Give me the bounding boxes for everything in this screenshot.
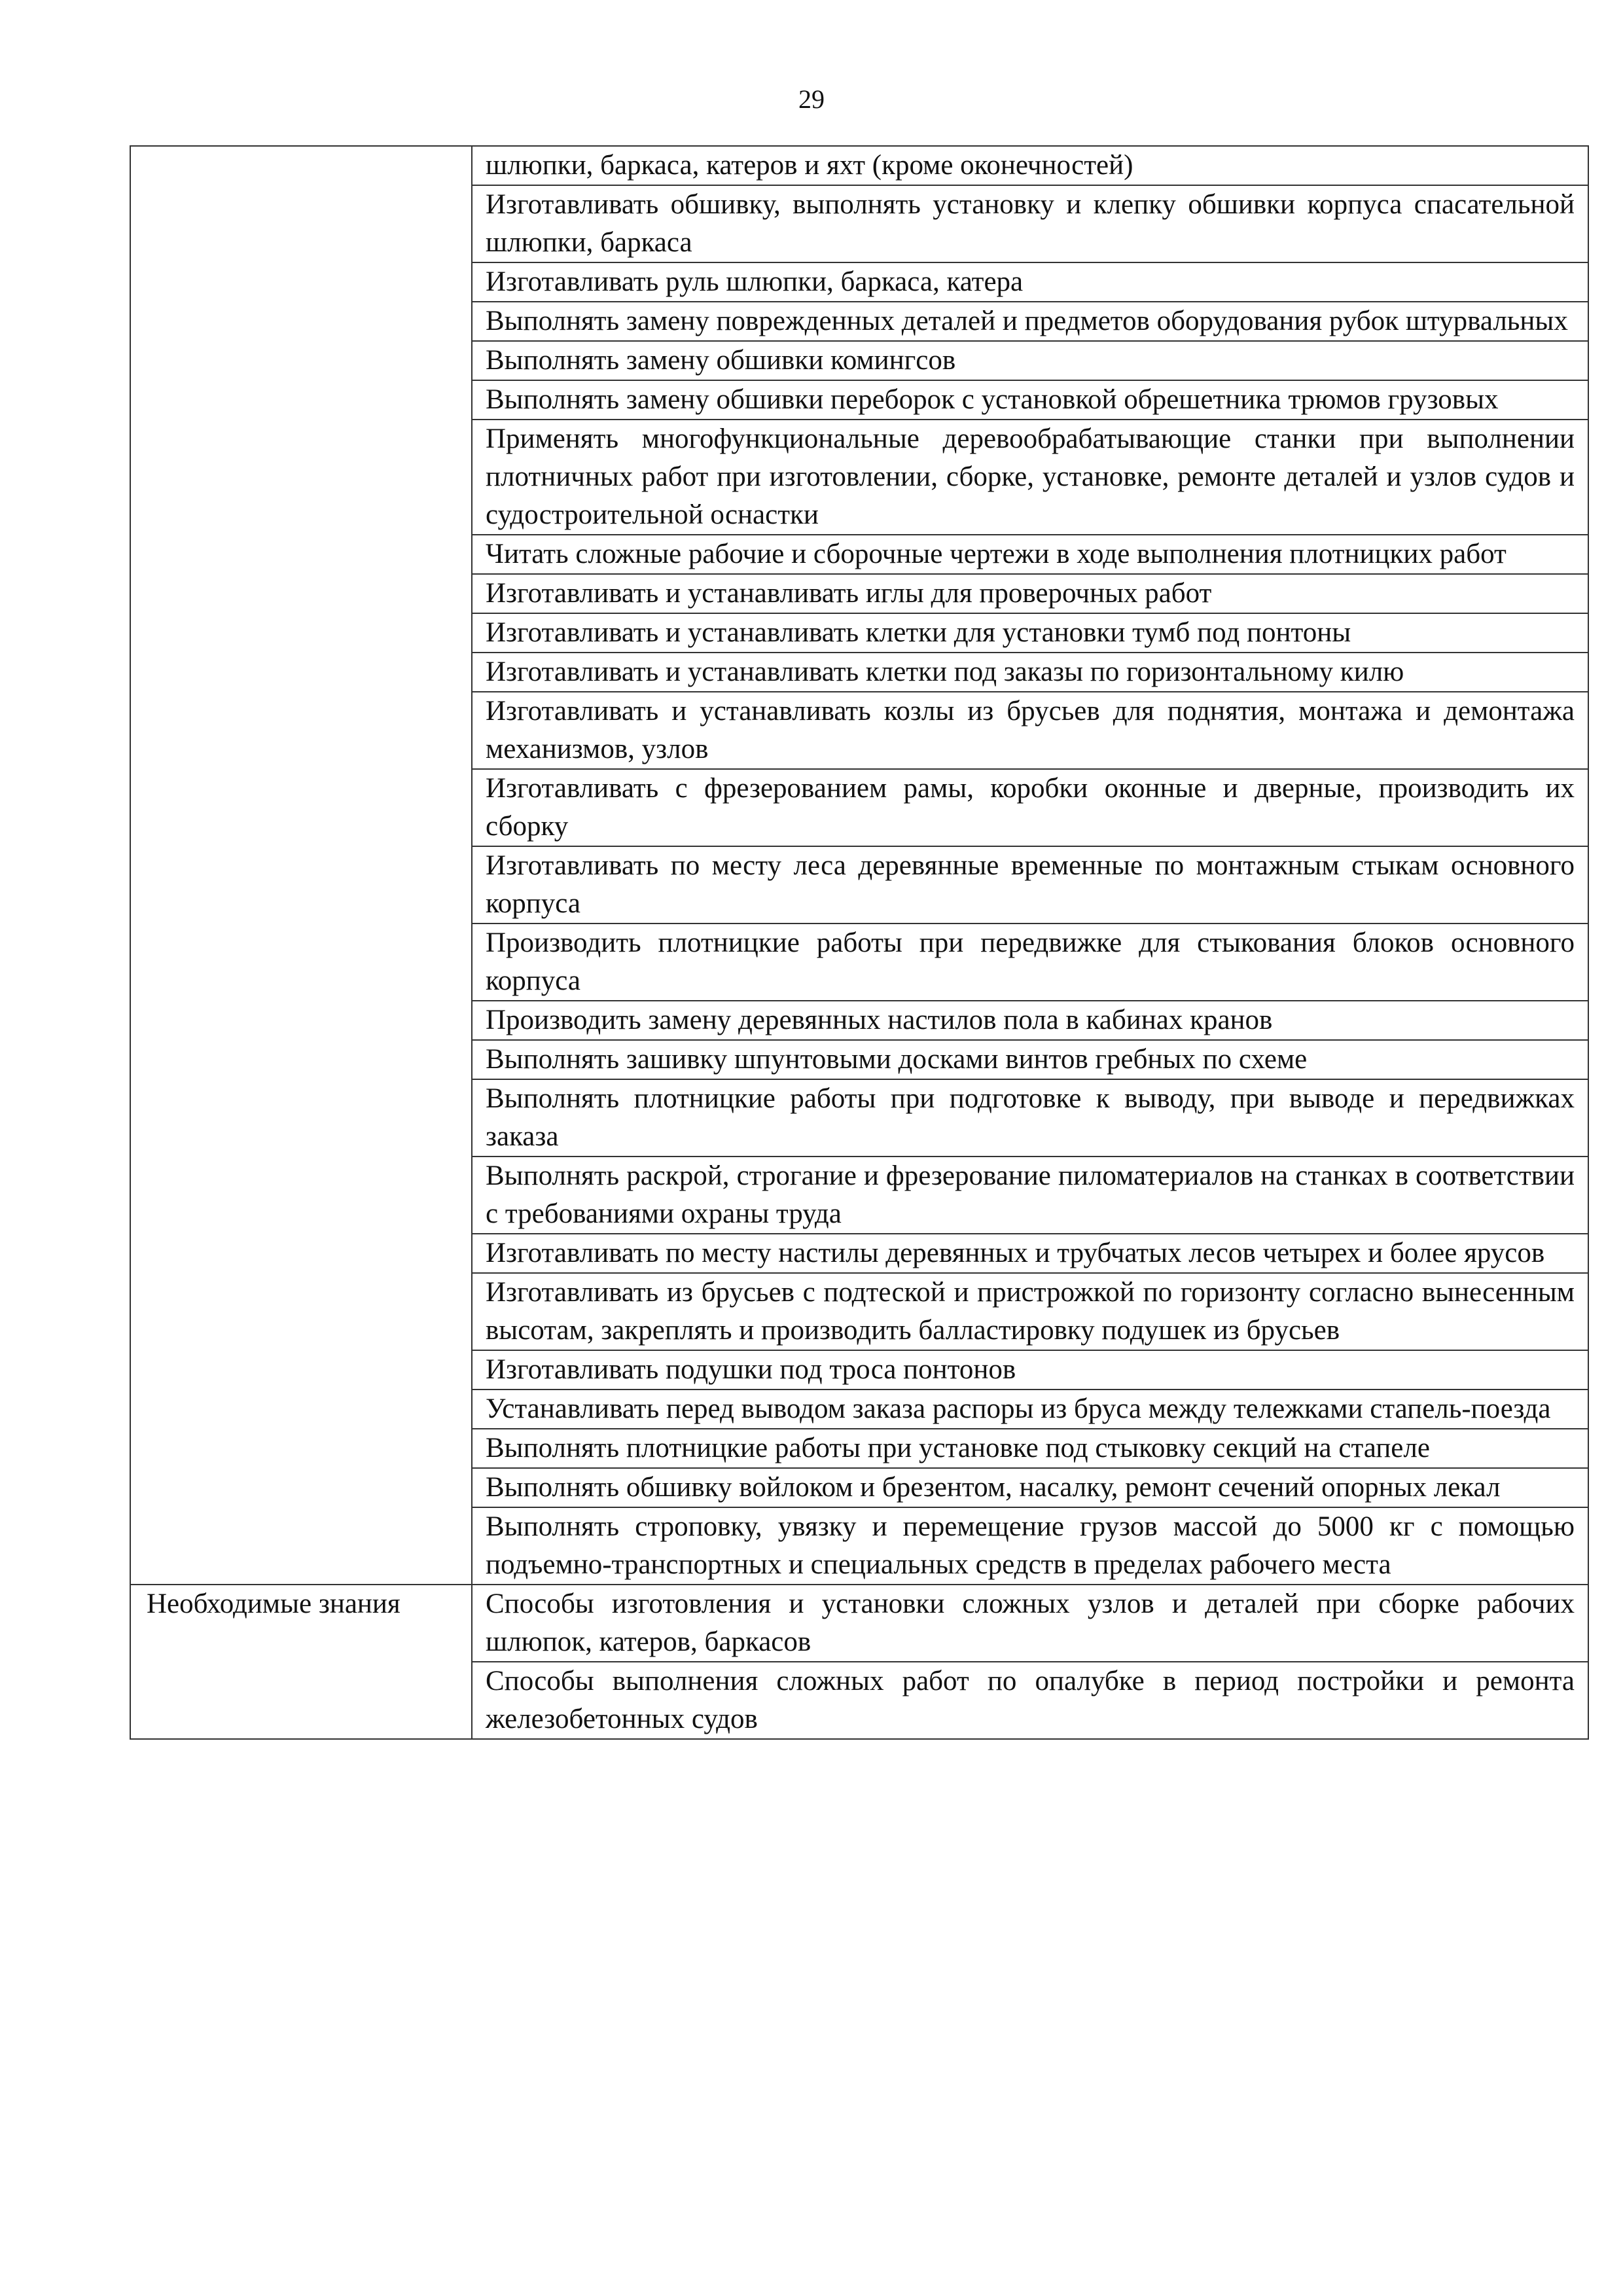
table-item-text: Изготавливать и устанавливать иглы для проверочных работ — [472, 574, 1588, 613]
requirements-table-body — [130, 146, 1588, 1739]
table-item-text: Способы выполнения сложных работ по опалубке в период постройки и ремонта железобетонных судов — [472, 1662, 1588, 1739]
table-item-text: Изготавливать подушки под троса понтонов — [472, 1350, 1588, 1390]
table-item-text: Способы изготовления и установки сложных узлов и деталей при сборке рабочих шлюпок, катеров, баркасов — [472, 1585, 1588, 1662]
table-item-text: Выполнять плотницкие работы при подготовке к выводу, при выводе и передвижках заказа — [472, 1079, 1588, 1157]
table-item-text: Производить замену деревянных настилов пола в кабинах кранов — [472, 1001, 1588, 1040]
table-item-text: Изготавливать по месту леса деревянные временные по монтажным стыкам основного корпуса — [472, 846, 1588, 924]
table-item-text: Устанавливать перед выводом заказа распоры из бруса между тележками стапель-поезда — [472, 1390, 1588, 1429]
table-item-text: Читать сложные рабочие и сборочные чертежи в ходе выполнения плотницких работ — [472, 535, 1588, 574]
table-item-text: Выполнять строповку, увязку и перемещение грузов массой до 5000 кг с помощью подъемно-транспортных и специальных средств в пределах рабочего места — [472, 1507, 1588, 1585]
table-item-text: Применять многофункциональные деревообрабатывающие станки при выполнении плотничных работ при изготовлении, сборке, установке, ремонте деталей и узлов судов и судостроительной оснастки — [472, 420, 1588, 535]
table-item-text: Изготавливать и устанавливать клетки под заказы по горизонтальному килю — [472, 653, 1588, 692]
table-row — [130, 1585, 1588, 1662]
table-item-text: Выполнять замену обшивки комингсов — [472, 341, 1588, 380]
table-item-text: Выполнять раскрой, строгание и фрезерование пиломатериалов на станках в соответствии с требованиями охраны труда — [472, 1157, 1588, 1234]
table-item-text: Выполнять зашивку шпунтовыми досками винтов гребных по схеме — [472, 1040, 1588, 1079]
page-number: 29 — [798, 84, 825, 114]
table-item-text: Изготавливать по месту настилы деревянных и трубчатых лесов четырех и более ярусов — [472, 1234, 1588, 1273]
table-item-text: Изготавливать руль шлюпки, баркаса, катера — [472, 262, 1588, 302]
table-item-text: шлюпки, баркаса, катеров и яхт (кроме оконечностей) — [472, 146, 1588, 185]
table-item-text: Изготавливать и устанавливать козлы из брусьев для поднятия, монтажа и демонтажа механизмов, узлов — [472, 692, 1588, 769]
table-row — [130, 146, 1588, 185]
table-item-text: Изготавливать из брусьев с подтеской и пристрожкой по горизонту согласно вынесенным высотам, закреплять и производить балластировку подушек из брусьев — [472, 1273, 1588, 1350]
table-item-text: Изготавливать обшивку, выполнять установку и клепку обшивки корпуса спасательной шлюпки, баркаса — [472, 185, 1588, 262]
row-label-knowledge: Необходимые знания — [130, 1585, 472, 1739]
table-item-text: Выполнять замену поврежденных деталей и предметов оборудования рубок штурвальных — [472, 302, 1588, 341]
table-item-text: Изготавливать с фрезерованием рамы, коробки оконные и дверные, производить их сборку — [472, 769, 1588, 846]
table-item-text: Выполнять плотницкие работы при установке под стыковку секций на стапеле — [472, 1429, 1588, 1468]
requirements-table — [130, 145, 1589, 1740]
table-item-text: Производить плотницкие работы при передвижке для стыкования блоков основного корпуса — [472, 924, 1588, 1001]
table-item-text: Выполнять замену обшивки переборок с установкой обрешетника трюмов грузовых — [472, 380, 1588, 420]
table-item-text: Изготавливать и устанавливать клетки для установки тумб под понтоны — [472, 613, 1588, 653]
table-item-text: Выполнять обшивку войлоком и брезентом, насалку, ремонт сечений опорных лекал — [472, 1468, 1588, 1507]
row-label-skills — [130, 146, 472, 1585]
